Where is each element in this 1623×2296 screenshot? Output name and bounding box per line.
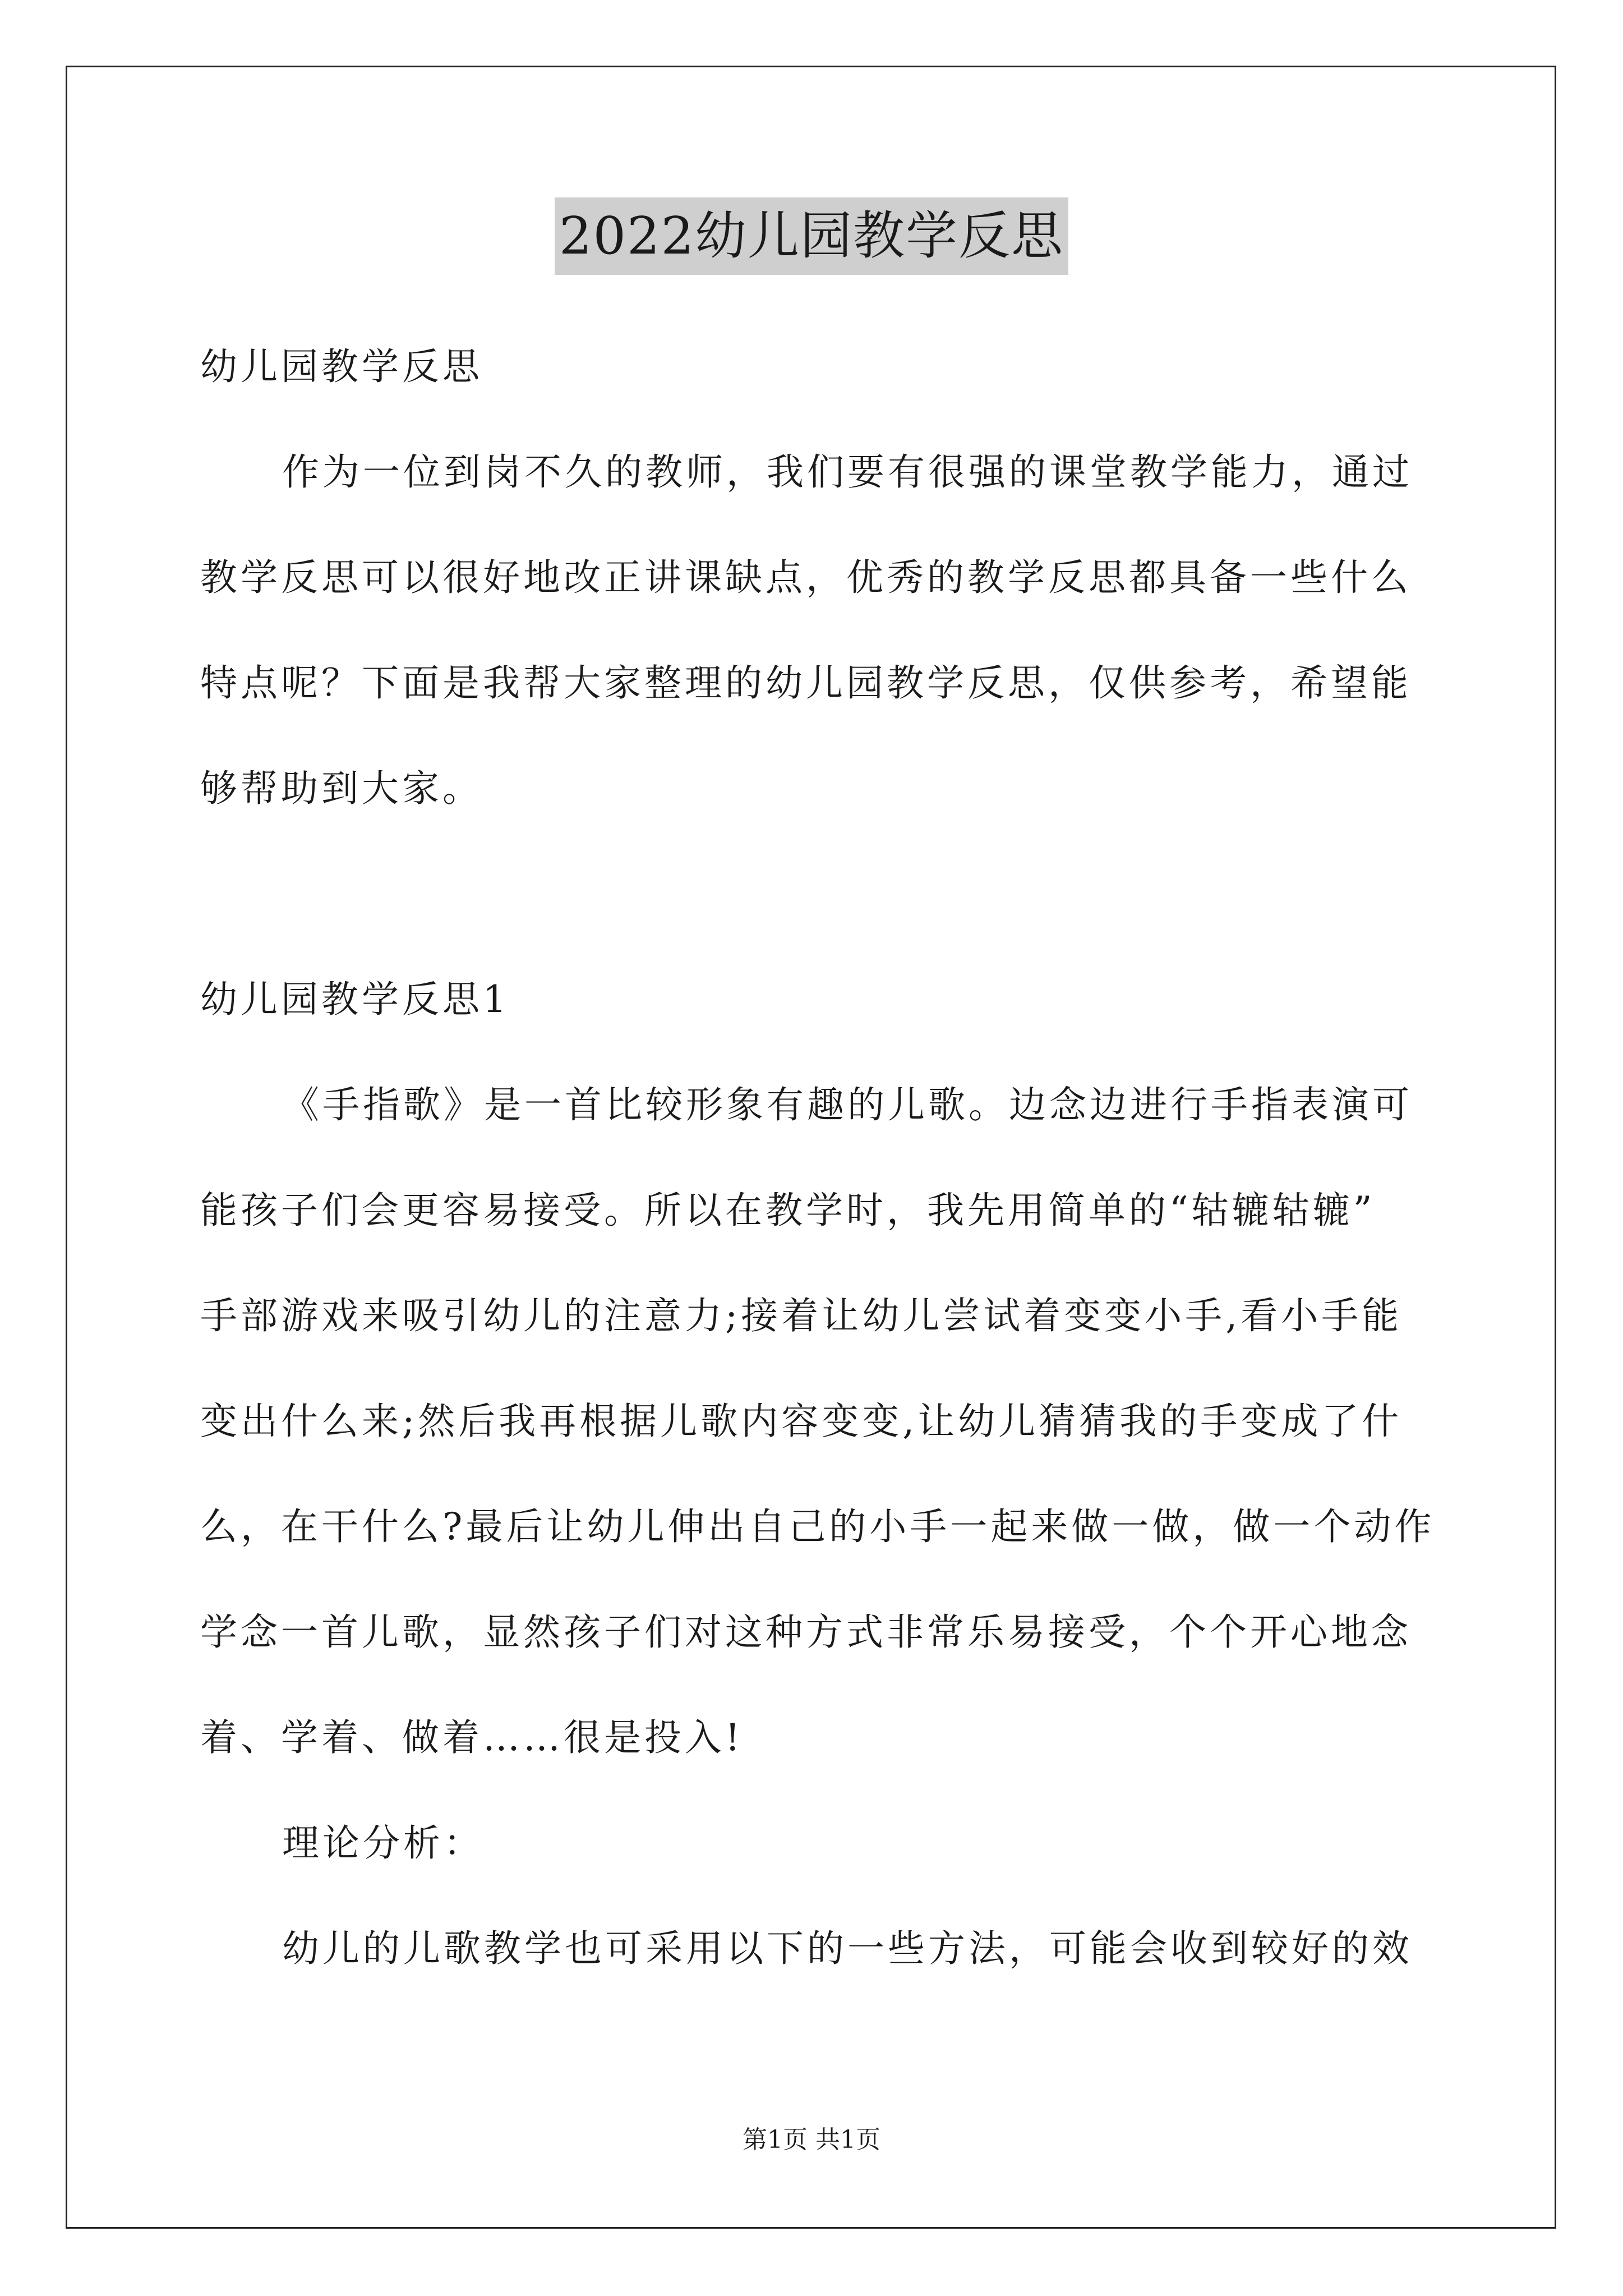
- section-line: 《手指歌》是一首比较形象有趣的儿歌。边念边进行手指表演可: [282, 1083, 1413, 1126]
- section-line: 学念一首儿歌，显然孩子们对这种方式非常乐易接受，个个开心地念: [200, 1611, 1412, 1654]
- analysis-line: 幼儿的儿歌教学也可采用以下的一些方法，可能会收到较好的效: [282, 1927, 1413, 1970]
- paragraph-gap: [200, 841, 1423, 947]
- document-subtitle: 幼儿园教学反思: [200, 345, 483, 388]
- title-container: [0, 197, 1623, 275]
- intro-line: 教学反思可以很好地改正讲课缺点，优秀的教学反思都具备一些什么: [200, 556, 1412, 599]
- document-body: [200, 314, 1435, 2001]
- intro-line: 特点呢？下面是我帮大家整理的幼儿园教学反思，仅供参考，希望能: [200, 661, 1412, 705]
- section-line: 么，在干什么?最后让幼儿伸出自己的小手一起来做一做，做一个动作: [200, 1505, 1435, 1548]
- section-line: 着、学着、做着……很是投入!: [200, 1716, 744, 1759]
- intro-line: 够帮助到大家。: [200, 767, 483, 810]
- section-heading: 幼儿园教学反思1: [200, 978, 510, 1021]
- section-line: 手部游戏来吸引幼儿的注意力;接着让幼儿尝试着变变小手,看小手能: [200, 1294, 1403, 1337]
- section-line: 变出什么来;然后我再根据儿歌内容变变,让幼儿猜猜我的手变成了什: [200, 1400, 1403, 1443]
- analysis-label: 理论分析：: [282, 1821, 484, 1865]
- document-title: 2022幼儿园教学反思: [555, 197, 1068, 275]
- section-line: 能孩子们会更容易接受。所以在教学时，我先用简单的“轱辘轱辘”: [200, 1189, 1376, 1232]
- page-footer: 第1页 共1页: [743, 2125, 880, 2154]
- intro-line: 作为一位到岗不久的教师，我们要有很强的课堂教学能力，通过: [282, 450, 1413, 494]
